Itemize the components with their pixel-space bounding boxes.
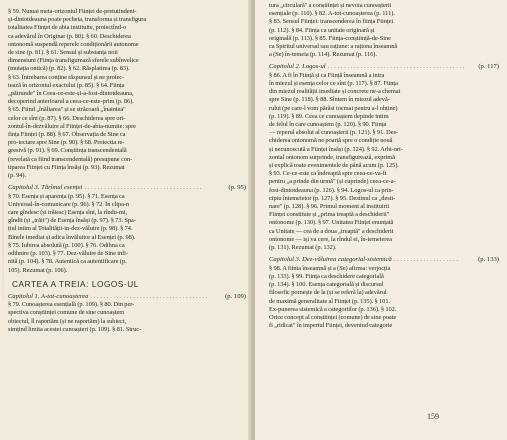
text-line: § 65. Fiind „înăltarea" și se străcoară „înaintea" [8, 106, 126, 114]
text-line: a (Se) în-temeia (p. 114). Rezumat (p. 116). [269, 51, 377, 59]
text-line: de felul în care cunoaștem (p. 120). § 90. Ființa [269, 121, 387, 129]
text-line: § 70. Esența și aparența (p. 95). § 71. Esența ca [8, 192, 125, 200]
text-line: pro-iectare spre Sine (p. 90). § 68. Proiectia re- [8, 139, 125, 147]
text-line: § 59. Numai meta-orizontul Ființei de-pretutindeni- [8, 8, 137, 15]
toc-paragraph-book2-ch3 [8, 193, 246, 275]
text-line: tura „circulară" a conștiinței și nevoia cunoașterii [269, 2, 392, 9]
text-line: filosofic pornește de la (și se referă la) adevărul [269, 289, 387, 297]
text-line: (revelată ca fiind transcendentală) presupune con- [8, 155, 133, 163]
text-line: odihnire (p. 103). § 77. Dez-văluire de Sine infi- [8, 250, 128, 258]
toc-paragraph-book3-ch1-cont [269, 2, 499, 59]
text-line: § 79. Cunoașterea esențială (p. 109). § 80. Din per- [8, 301, 135, 309]
text-line: — reperul absolut al cunoașterii (p. 121). § 91. Des- [269, 129, 399, 137]
text-line: gresivă (p. 91). § 69. Conștiința transcendentală [8, 147, 127, 155]
text-line: ontonome (p. 130). § 97. Unitatea Ființei enunțată [269, 219, 394, 227]
text-line: decoperind anterioarul a ceea-ce-este-prim (p. 86). [8, 98, 134, 106]
text-line: de maximă generalitate al Ființei (p. 135). § 101. [269, 297, 391, 305]
text-line: (p. 133). § 99. Ființa ca deschidere categorială [269, 272, 384, 280]
text-line: spectiva conștiinței comune de sine cunoaștem [8, 309, 125, 317]
chapter-page-ref: (p. 133) [478, 256, 499, 264]
text-line: gîndit (și „trăit") de Esența însăși (p. 97). § 73. Spa- [8, 217, 136, 225]
text-line: fința Ființei (p. 88). § 67. Observația de Sine ca [8, 131, 126, 139]
text-line: din miezul realității imediate și concrete ne-a chemat [269, 88, 401, 96]
text-line: § 83. Sensul Ființei: transcenderea în ființa Ființei [269, 18, 394, 26]
text-line: ca Spiritul universal sau rațiune: a raționa înseamnă [269, 43, 398, 51]
text-line: țiul intim al Totalității-in-dez-văluire (p. 98). § 74. [8, 225, 133, 233]
chapter-title: Capitolul 3. Tărîmul esenței [8, 184, 83, 192]
text-line: de sine (p. 81). § 61. Sensul și substanța noii [8, 49, 118, 57]
text-line: spre Sine (p. 118). § 88. Sîntem în miezul adevă- [269, 96, 390, 104]
page-number: 159 [427, 412, 439, 421]
text-line: (p. 94). [8, 172, 27, 180]
text-line: dimensiuni (Ființa transfigurează sferele subînvelice [8, 57, 139, 65]
text-line: celor ce sînt (p. 87). § 66. Deschiderea spre ori- [8, 114, 126, 122]
chapter-page-ref: (p. 117) [478, 63, 499, 71]
text-line: § 93. Ce-ce-este ca îndreaptă spre ceea-ce-va-fi [269, 170, 387, 178]
chapter-title: Capitolul 1. A-tot-cunoașterea [8, 292, 89, 300]
text-line: și explică toate evenimentele de până acum (p. 125). [269, 162, 399, 170]
text-line: pentru „a prinde din urmă" (și cuprinde) ceea-ce-a- [269, 178, 396, 186]
text-line: § 75. Iubirea absolută (p. 100). § 76. Odihna ca [8, 241, 125, 249]
text-line: Binele imediat și adica învăluitor al Esenței (p. 98). [8, 233, 136, 241]
text-line: care gîndesc (și trăiesc) Esența sînt, la rîndu-mi, [8, 209, 128, 217]
chapter-heading [8, 293, 246, 301]
leader-dots: . . . . . . . . . . . . . . . . . . . . [393, 256, 459, 264]
text-line: simțind limita acestei cunoașteri (p. 109). § 81. Struc- [8, 325, 142, 333]
margin-shadow [2, 160, 4, 300]
left-page [0, 0, 252, 440]
chapter-title: Capitolul 2. Logos-ul [269, 63, 326, 71]
part-title: CARTEA A TREIA: LOGOS-UL [12, 279, 139, 289]
text-line: tiparea Ființei cu Ființa însăși (p. 93). Rezumat [8, 163, 125, 171]
text-line: nită (p. 104). § 78. Autentică ca autentificare (p. [8, 258, 127, 266]
right-page [255, 0, 507, 440]
text-line: (p. 134). § 100. Esența categorială și discursul [269, 281, 384, 289]
toc-paragraph-book2-ch2 [8, 8, 246, 180]
leader-dots: . . . . . . . . . . . . . . . . . . . . . . . . . . . . . . . . . . . . . . . . . . [327, 63, 465, 71]
text-line: (mutația ontică) (p. 82). § 62. Răsplatirea (p. 83). [8, 65, 130, 73]
text-line: zontal ontonom surprinde, transfigurează, exprimă [269, 153, 395, 161]
text-line: Ex-punerea sistemică a categoriilor (p. 136). § 102. [269, 305, 397, 313]
text-line: ontonome — iși va cere, la rîndul ei, în-temeierea [269, 235, 392, 243]
text-line: zontul-în-dezvăluire al Ființei-de-abia-numite: spre [8, 122, 136, 130]
chapter-title: Capitolul 3. Dez-văluirea categorial-sistemică [269, 256, 392, 264]
text-line: totalitatea Ființei de abia instituite, proiectînd-o [8, 24, 127, 32]
text-line: rului (pe care-l vom părăsi tocmai pentru a-l obține) [269, 104, 398, 112]
chapter-heading [269, 256, 499, 264]
text-line: chiderea ontonomă ne poartă spre o condiție nouă [269, 137, 393, 145]
toc-paragraph-book3-ch3 [269, 265, 499, 331]
text-line: ca Unitate — cea de a doua „treaptă" a deschiderii [269, 227, 394, 235]
text-line: fi „ridicat" în imperiul Ființei, devenind categorie [269, 322, 393, 330]
text-line: ca adevărul în Originar (p. 80). § 60. Deschiderea [8, 32, 131, 40]
text-line: (p. 119). § 89. Ceea ce cunoaștem depinde intim [269, 112, 389, 120]
toc-paragraph-book3-ch1 [8, 301, 246, 334]
text-line: „pătrunde" în Ceea-ce-este-și-a-fost-dintotdeauna, [8, 90, 134, 98]
leader-dots: . . . . . . . . . . . . . . . . . . . . . . . . . . . . . . . . . . . . [84, 184, 202, 192]
chapter-page-ref: (p. 95) [228, 184, 246, 192]
text-line: Universal-în-comunicare (p. 96). § 72. În clipa-n [8, 200, 130, 208]
chapter-page-ref: (p. 109) [225, 292, 246, 300]
text-line: (p. 131). Rezumat (p. 132). [269, 244, 337, 252]
text-line: esențiale (p. 110). § 82. A-tot-cunoașterea (p. 111). [269, 10, 395, 18]
text-line: § 98. A fiinta înseamnă și a (Se) afirma: verjocția [269, 264, 391, 272]
text-line: în miezul și esența celor ce sînt (p. 117). § 87. Ființa [269, 80, 398, 88]
text-line: și-dintotdeauna poate pecheta, transforma și transfigura [8, 16, 147, 24]
text-line: cipiu întemeietor (p. 127). § 95. Destinul ca „desti- [269, 194, 396, 202]
text-line: (p. 112). § 84. Ființa ca unitate originară și [269, 26, 375, 34]
toc-paragraph-book3-ch2 [269, 72, 499, 252]
text-line: 105). Rezumat (p. 106). [8, 266, 68, 274]
text-line: nare" (p. 128). § 96. Primul moment al instituirii [269, 203, 390, 211]
text-line: tează în orizontul exactului (p. 85). § 64. Ființa [8, 81, 125, 89]
text-line: Ființei constituie și „prima treaptă a deschiderii" [269, 211, 390, 219]
text-line: § 86. A fi în Ființă și ca Ființă înseamnă a intra [269, 71, 385, 79]
text-line: originală (p. 113). § 85. Ființa-conștiință-de-Sine [269, 34, 391, 42]
chapter-heading [8, 184, 246, 192]
text-line: fost-dintotdeauna (p. 126). § 94. Logos-ul ca prin- [269, 186, 394, 194]
text-line: ontonomă suspendă reperele condiționării autonome [8, 40, 139, 48]
text-line: și necunoscută a Ființei însăși (p. 124). § 92. Arhi-ori- [269, 145, 403, 153]
text-line: obiectul, îl raportăm (și ne raportăm) la subiect, [8, 317, 127, 325]
chapter-heading [269, 63, 499, 71]
text-line: Orice concept al conștiinței (comune) de sine poate [269, 313, 397, 321]
text-line: § 63. Întrebarea conține răspunsul și ne proiec- [8, 73, 125, 81]
leader-dots: . . . . . . . . . . . . . . . . . . . . . . . . . . . . . . . . . . . . [90, 292, 208, 300]
